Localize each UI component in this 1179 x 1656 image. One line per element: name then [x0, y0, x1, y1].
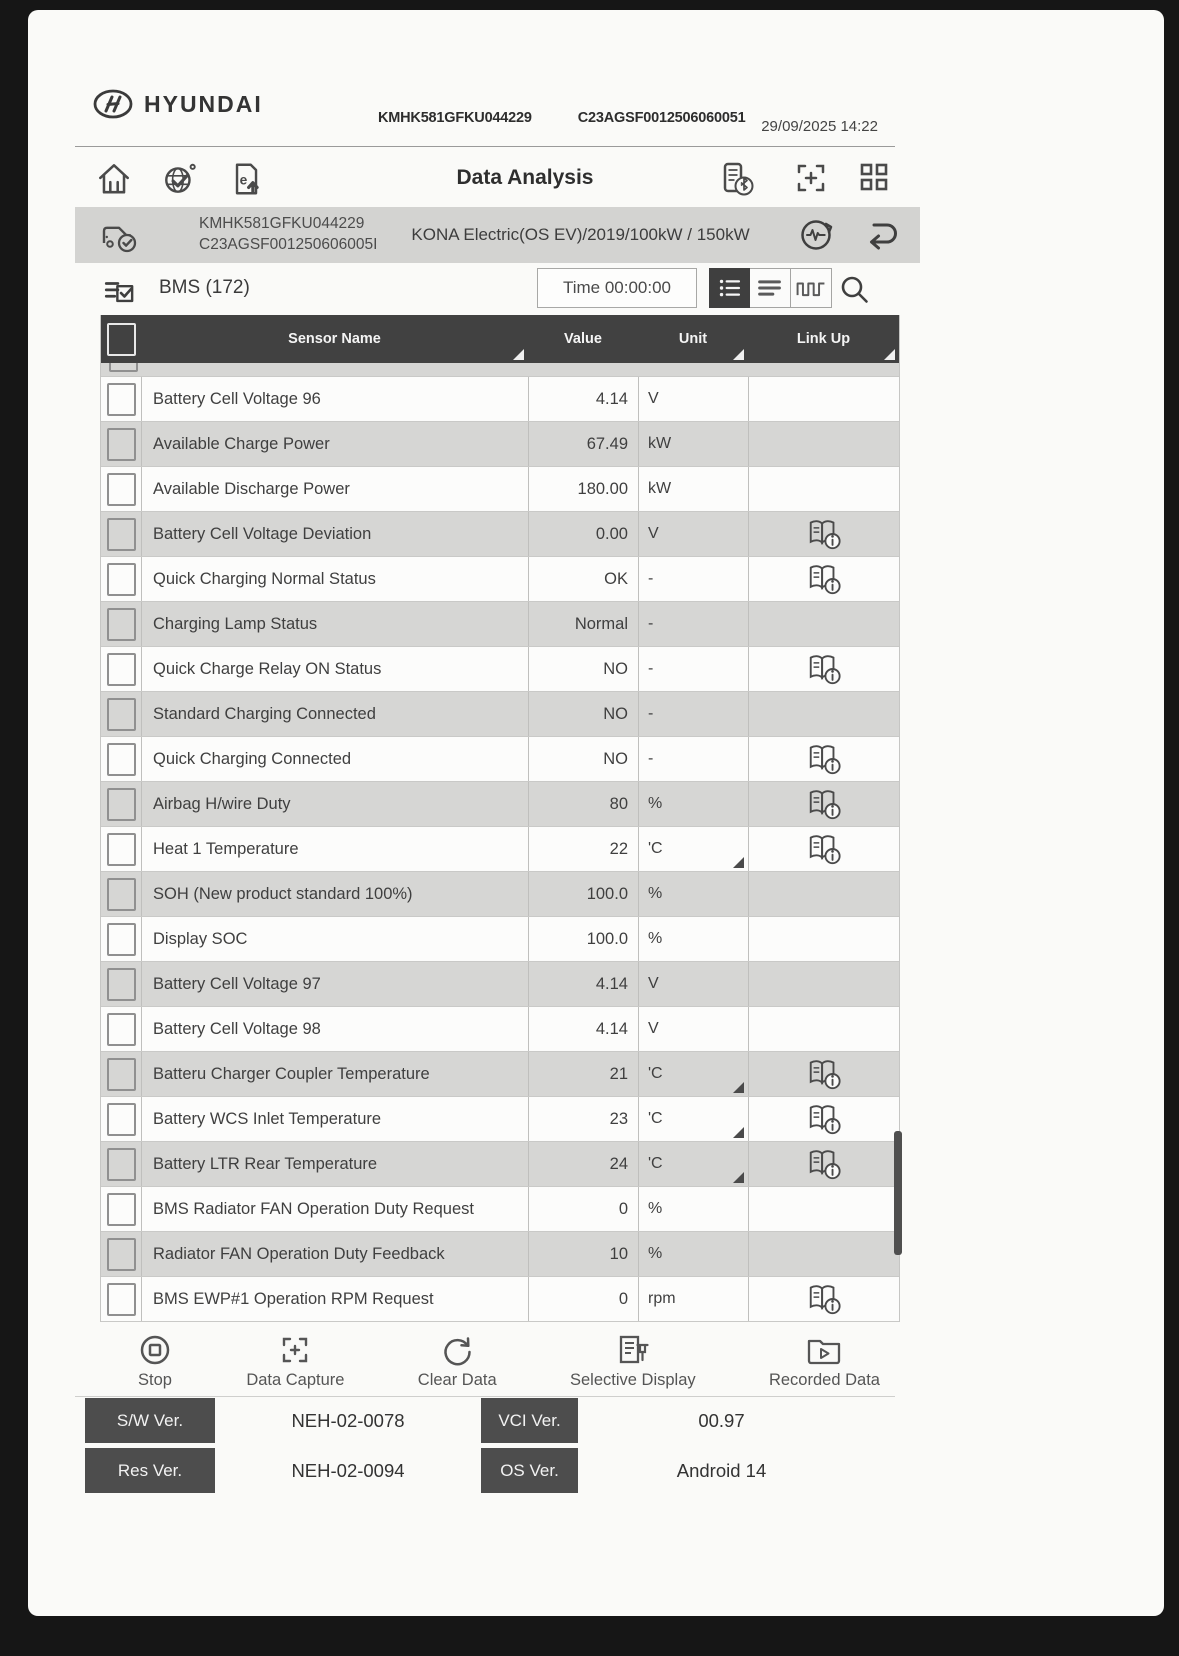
sensor-name: Battery LTR Rear Temperature	[141, 1142, 528, 1186]
apps-grid-icon[interactable]	[857, 160, 891, 194]
title-bar	[75, 154, 895, 206]
link-up-cell	[748, 1187, 899, 1231]
sensor-value: NO	[528, 647, 638, 691]
row-checkbox[interactable]	[101, 1052, 141, 1096]
link-up-info-icon[interactable]	[803, 831, 845, 867]
sensor-value: 0.00	[528, 512, 638, 556]
link-up-info-icon[interactable]	[803, 516, 845, 552]
range-flag-icon	[733, 1082, 744, 1093]
col-sensor-name[interactable]: Sensor Name	[141, 315, 528, 363]
system-label: BMS (172)	[159, 277, 250, 298]
vehicle-check-icon	[97, 214, 143, 256]
sensor-unit: %	[638, 872, 748, 916]
control-row	[75, 266, 920, 314]
sensor-value: 100.0	[528, 872, 638, 916]
table-row	[101, 1277, 899, 1322]
sensor-value: 23	[528, 1097, 638, 1141]
table-row	[101, 1007, 899, 1052]
row-checkbox[interactable]	[101, 1097, 141, 1141]
sensor-unit: %	[638, 917, 748, 961]
stop-button[interactable]	[137, 1332, 173, 1396]
sensor-name: Heat 1 Temperature	[141, 827, 528, 871]
recorded-data-button[interactable]	[769, 1332, 880, 1396]
vci-bluetooth-icon[interactable]	[715, 160, 759, 200]
sensor-name: Available Discharge Power	[141, 467, 528, 511]
sensor-unit: 'C	[638, 1052, 748, 1096]
sensor-value: 24	[528, 1142, 638, 1186]
hyundai-oval-icon	[92, 88, 134, 120]
sensor-value: NO	[528, 737, 638, 781]
version-label: S/W Ver.	[85, 1398, 215, 1443]
table-row	[101, 1187, 899, 1232]
clipped-row	[101, 363, 899, 377]
live-data-refresh-icon[interactable]	[796, 214, 838, 256]
scanned-page	[28, 10, 1164, 1616]
version-value: NEH-02-0078	[291, 1409, 405, 1431]
sensor-value: OK	[528, 557, 638, 601]
hyundai-logo	[92, 88, 263, 120]
sensor-name: Battery Cell Voltage 98	[141, 1007, 528, 1051]
sensor-table	[100, 315, 900, 1322]
page-title: Data Analysis	[456, 166, 594, 189]
sensor-name: Battery Cell Voltage 96	[141, 377, 528, 421]
sort-icon	[733, 349, 744, 360]
version-row	[85, 1448, 865, 1493]
link-up-cell	[748, 782, 899, 826]
bottom-toolbar	[75, 1330, 920, 1396]
sensor-value: Normal	[528, 602, 638, 646]
range-flag-icon	[733, 1127, 744, 1138]
table-row	[101, 467, 899, 512]
link-up-cell	[748, 737, 899, 781]
version-label: Res Ver.	[85, 1448, 215, 1493]
sensor-unit: -	[638, 602, 748, 646]
table-row	[101, 962, 899, 1007]
sensor-unit: -	[638, 557, 748, 601]
range-flag-icon	[733, 1172, 744, 1183]
selective-display-icon	[614, 1332, 652, 1368]
stop-icon	[137, 1332, 173, 1368]
table-row	[101, 872, 899, 917]
row-checkbox[interactable]	[101, 1232, 141, 1276]
scrollbar-thumb[interactable]	[894, 1131, 902, 1255]
link-up-cell	[748, 692, 899, 736]
table-row	[101, 1097, 899, 1142]
sensor-value: 100.0	[528, 917, 638, 961]
sensor-unit: kW	[638, 422, 748, 466]
link-up-cell	[748, 377, 899, 421]
row-checkbox[interactable]	[101, 692, 141, 736]
sensor-value: 0	[528, 1277, 638, 1321]
sensor-unit: -	[638, 737, 748, 781]
row-checkbox[interactable]	[101, 377, 141, 421]
table-row	[101, 1142, 899, 1187]
sensor-unit: -	[638, 692, 748, 736]
sensor-value: 67.49	[528, 422, 638, 466]
header-vin: KMHK581GFKU044229	[378, 110, 532, 126]
selective-display-button[interactable]	[570, 1332, 696, 1396]
vehicle-vin-line1: KMHK581GFKU044229	[199, 215, 365, 233]
sensor-name: Batteru Charger Coupler Temperature	[141, 1052, 528, 1096]
sensor-value: 180.00	[528, 467, 638, 511]
sensor-value: 21	[528, 1052, 638, 1096]
recorded-data-icon	[804, 1332, 844, 1368]
sensor-unit: %	[638, 782, 748, 826]
sensor-name: BMS EWP#1 Operation RPM Request	[141, 1277, 528, 1321]
graph-view-button[interactable]	[791, 268, 832, 308]
table-header	[101, 315, 899, 363]
report-upload-icon[interactable]	[227, 160, 265, 198]
table-row	[101, 557, 899, 602]
sensor-value: 4.14	[528, 962, 638, 1006]
link-up-info-icon[interactable]	[803, 561, 845, 597]
version-row	[85, 1398, 865, 1443]
link-up-cell	[748, 557, 899, 601]
sensor-value: 10	[528, 1232, 638, 1276]
select-all-checkbox[interactable]	[101, 315, 141, 363]
col-link-up[interactable]: Link Up	[748, 315, 899, 363]
sensor-value: 80	[528, 782, 638, 826]
table-row	[101, 737, 899, 782]
row-checkbox[interactable]	[101, 962, 141, 1006]
sensor-name: Airbag H/wire Duty	[141, 782, 528, 826]
row-checkbox[interactable]	[101, 602, 141, 646]
link-up-cell	[748, 962, 899, 1006]
sensor-name: Charging Lamp Status	[141, 602, 528, 646]
table-row	[101, 1232, 899, 1277]
link-up-info-icon[interactable]	[803, 1281, 845, 1317]
link-up-info-icon[interactable]	[803, 741, 845, 777]
row-checkbox[interactable]	[101, 1142, 141, 1186]
divider	[75, 146, 895, 147]
toolbar-label: Clear Data	[417, 1371, 497, 1389]
sensor-value: NO	[528, 692, 638, 736]
row-checkbox[interactable]	[101, 1277, 141, 1321]
brand-text: HYUNDAI	[144, 90, 263, 117]
row-checkbox[interactable]	[101, 827, 141, 871]
data-capture-icon	[277, 1332, 313, 1368]
clear-data-button[interactable]	[418, 1332, 497, 1396]
link-up-info-icon[interactable]	[803, 1056, 845, 1092]
sensor-unit: V	[638, 1007, 748, 1051]
table-row	[101, 602, 899, 647]
sensor-value: 4.14	[528, 1007, 638, 1051]
vehicle-info-bar	[75, 207, 920, 263]
toolbar-label: Stop	[138, 1371, 172, 1389]
sensor-name: BMS Radiator FAN Operation Duty Request	[141, 1187, 528, 1231]
link-up-cell	[748, 872, 899, 916]
sensor-unit: 'C	[638, 827, 748, 871]
table-row	[101, 422, 899, 467]
col-value[interactable]: Value	[564, 331, 602, 347]
link-up-info-icon[interactable]	[803, 1146, 845, 1182]
sensor-table-body	[101, 377, 899, 1322]
screen-capture-icon[interactable]	[793, 160, 829, 196]
sensor-name: Standard Charging Connected	[141, 692, 528, 736]
link-up-cell	[748, 1232, 899, 1276]
row-checkbox[interactable]	[101, 512, 141, 556]
row-checkbox[interactable]	[101, 1007, 141, 1051]
sensor-list-select-icon[interactable]	[101, 274, 139, 310]
row-checkbox[interactable]	[101, 557, 141, 601]
row-checkbox[interactable]	[101, 467, 141, 511]
row-checkbox[interactable]	[101, 872, 141, 916]
time-display[interactable]: Time 00:00:00	[537, 268, 697, 308]
sensor-unit: V	[638, 962, 748, 1006]
sensor-unit: rpm	[638, 1277, 748, 1321]
table-row	[101, 1052, 899, 1097]
row-checkbox[interactable]	[101, 422, 141, 466]
link-up-info-icon[interactable]	[803, 651, 845, 687]
sensor-name: Quick Charging Connected	[141, 737, 528, 781]
globe-check-icon[interactable]	[161, 160, 199, 198]
link-up-cell	[748, 422, 899, 466]
link-up-cell	[748, 1007, 899, 1051]
sensor-unit: 'C	[638, 1097, 748, 1141]
link-up-cell	[748, 1277, 899, 1321]
sensor-unit: %	[638, 1187, 748, 1231]
sensor-value: 4.14	[528, 377, 638, 421]
sensor-name: Quick Charge Relay ON Status	[141, 647, 528, 691]
link-up-info-icon[interactable]	[803, 786, 845, 822]
sensor-unit: V	[638, 377, 748, 421]
table-row	[101, 782, 899, 827]
clear-data-icon	[439, 1332, 475, 1368]
sensor-name: Battery Cell Voltage 97	[141, 962, 528, 1006]
row-checkbox[interactable]	[101, 737, 141, 781]
header-case-no: C23AGSF0012506060051	[577, 110, 746, 126]
list-view-button[interactable]	[709, 268, 750, 308]
sensor-value: 0	[528, 1187, 638, 1231]
data-capture-button[interactable]	[246, 1332, 344, 1396]
link-up-cell	[748, 1142, 899, 1186]
sensor-unit: kW	[638, 467, 748, 511]
view-toggle-group	[709, 268, 832, 308]
table-row	[101, 692, 899, 737]
table-row	[101, 647, 899, 692]
table-row	[101, 512, 899, 557]
range-flag-icon	[733, 857, 744, 868]
link-up-cell	[748, 827, 899, 871]
link-up-cell	[748, 1052, 899, 1096]
search-icon[interactable]	[837, 272, 873, 308]
sensor-name: Display SOC	[141, 917, 528, 961]
row-checkbox[interactable]	[101, 647, 141, 691]
link-up-cell	[748, 467, 899, 511]
link-up-cell	[748, 647, 899, 691]
toolbar-label: Data Capture	[246, 1371, 345, 1389]
row-checkbox[interactable]	[101, 917, 141, 961]
sensor-value: 22	[528, 827, 638, 871]
row-checkbox[interactable]	[101, 782, 141, 826]
link-up-cell	[748, 1097, 899, 1141]
sensor-unit: V	[638, 512, 748, 556]
svg-text:e: e	[239, 172, 248, 188]
sensor-unit: %	[638, 1232, 748, 1276]
sensor-name: Radiator FAN Operation Duty Feedback	[141, 1232, 528, 1276]
toolbar-label: Recorded Data	[768, 1371, 880, 1389]
sensor-name: SOH (New product standard 100%)	[141, 872, 528, 916]
link-up-cell	[748, 512, 899, 556]
home-icon[interactable]	[95, 160, 133, 198]
sensor-name: Available Charge Power	[141, 422, 528, 466]
vehicle-model: KONA Electric(OS EV)/2019/100kW / 150kW	[411, 225, 750, 244]
sensor-unit: 'C	[638, 1142, 748, 1186]
table-row	[101, 377, 899, 422]
link-up-info-icon[interactable]	[803, 1101, 845, 1137]
version-label: OS Ver.	[481, 1448, 578, 1493]
version-value: NEH-02-0094	[291, 1459, 405, 1481]
sensor-name: Battery Cell Voltage Deviation	[141, 512, 528, 556]
sort-icon	[513, 349, 524, 360]
sensor-name: Quick Charging Normal Status	[141, 557, 528, 601]
version-value: Android 14	[676, 1459, 767, 1481]
text-view-button[interactable]	[750, 268, 791, 308]
return-icon[interactable]	[860, 214, 904, 256]
sensor-unit: -	[638, 647, 748, 691]
sort-icon	[884, 349, 895, 360]
table-row	[101, 827, 899, 872]
sensor-name: Battery WCS Inlet Temperature	[141, 1097, 528, 1141]
version-label: VCI Ver.	[481, 1398, 578, 1443]
divider	[75, 1396, 895, 1397]
link-up-cell	[748, 602, 899, 646]
version-value: 00.97	[698, 1409, 745, 1431]
table-row	[101, 917, 899, 962]
version-info	[85, 1398, 865, 1498]
link-up-cell	[748, 917, 899, 961]
row-checkbox[interactable]	[101, 1187, 141, 1231]
vehicle-vin-line2: C23AGSF001250606005I	[199, 236, 378, 253]
col-unit[interactable]: Unit	[638, 315, 748, 363]
toolbar-label: Selective Display	[570, 1371, 696, 1389]
header-datetime: 29/09/2025 14:22	[761, 118, 878, 135]
